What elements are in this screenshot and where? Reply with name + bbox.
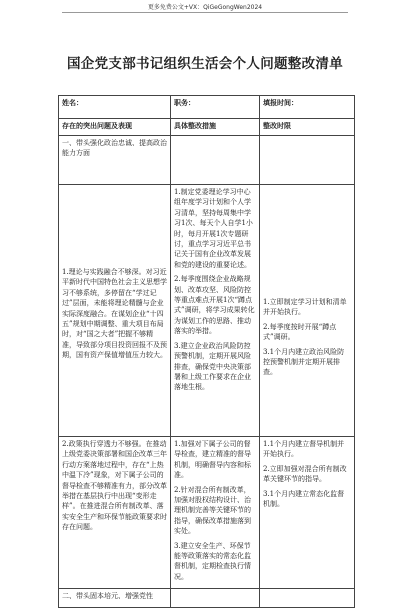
deadline-item: 3.1个月内建立常态化监督机制。 [263,489,345,509]
position-field[interactable] [171,96,260,119]
problem-text: 1.理论与实践融合不够深。对习近平新时代中国特色社会主义思想学习不够系统，多停留在“学过记过”层面，未能将理论精髓与企业实际深度融合。在谋划企业“十四五”规划中期调整、重大项目布局时，对“国之大者”把握不够精准，导致部分项目投资回报不及预期，国有资产保值增值压力较大。 [62,268,167,360]
position-label: 职务： [174,99,195,107]
info-row [59,96,355,119]
date-field[interactable] [260,96,355,119]
deadline-item: 1.1个月内建立督导机制并开始执行。 [263,440,345,459]
header-rule [62,12,348,13]
problem-text: 2.政策执行穿透力不够强。在推动上级党委决策部署和国企改革三年行动方案落地过程中，存在“上热中温下冷”现象，对下属子公司的督导检查不够精准有力，部分改革举措在基层执行中出现“变形走样”。在推进混合所有制改革、落实安全生产和环保节能政策要求时存在问题。 [62,440,167,532]
section-heading: 二、带头固本培元、增强党性 [62,592,153,601]
problem-cell [59,437,171,589]
header-bar [0,0,410,14]
column-header-deadline: 整改时限 [260,119,355,136]
table-row [59,437,355,589]
section-heading: 一、带头强化政治忠诚、提高政治能力方面 [62,139,167,158]
deadline-item: 2.每季度按时开展“蹲点式”调研。 [263,322,337,342]
empty-cell [260,136,355,185]
column-header-row [59,119,355,136]
column-header-measures: 具体整改措施 [171,119,260,136]
measure-item: 2.每季度围绕企业战略规划、改革攻坚、风险防控等重点难点开展1次“蹲点式”调研，将学习成果转化为谋划工作的思路、推动落实的举措。 [174,275,255,336]
measure-item: 1.加强对下属子公司的督导检查，建立精准的督导机制，明确督导内容和标准。 [174,440,251,480]
empty-cell [171,136,260,185]
section-row [59,136,355,185]
date-label: 填报时间： [263,99,298,107]
measures-cell [171,437,260,589]
deadline-cell [260,185,355,437]
deadline-item: 1.立即制定学习计划和清单并开始执行。 [263,298,347,317]
measure-item: 3.建立安全生产、环保节能等政策落实的常态化监督机制，定期检查执行情况。 [174,541,251,581]
deadline-item: 3.1个月内建立政治风险防控预警机制并定期开展排查。 [263,347,345,377]
column-header-problem: 存在的突出问题及表现 [59,119,171,136]
measure-item: 3.建立企业政治风险防控预警机制，定期开展风险排查，确保党中央决策部署和上级工作要求在企业落地生根。 [174,341,251,392]
empty-cell [171,589,260,608]
deadline-item: 2.立即加强对混合所有制改革关键环节的指导。 [263,464,347,484]
section-heading-cell [59,136,171,185]
header-note: 更多免费公文+VX：QiGeGongWen2024 [147,4,263,11]
empty-cell [260,589,355,608]
name-field[interactable] [59,96,171,119]
measures-cell [171,185,260,437]
document-title: 国企党支部书记组织生活会个人问题整改清单 [67,56,343,72]
problem-cell [59,185,171,437]
table-row [59,185,355,437]
name-label: 姓名： [62,99,83,107]
section-row [59,589,355,608]
rectification-table [58,95,355,608]
deadline-cell [260,437,355,589]
measure-item: 2.针对混合所有制改革，加强对股权结构设计、治理机制完善等关键环节的指导，确保改革措施落到实处。 [174,485,251,536]
section-heading-cell [59,589,171,608]
measure-item: 1.制定党委理论学习中心组年度学习计划和个人学习清单，坚持每周集中学习1次、每天个人自学1小时，每月开展1次专题研讨，重点学习习近平总书记关于国有企业改革发展和党的建设的重要论述。 [174,188,253,269]
